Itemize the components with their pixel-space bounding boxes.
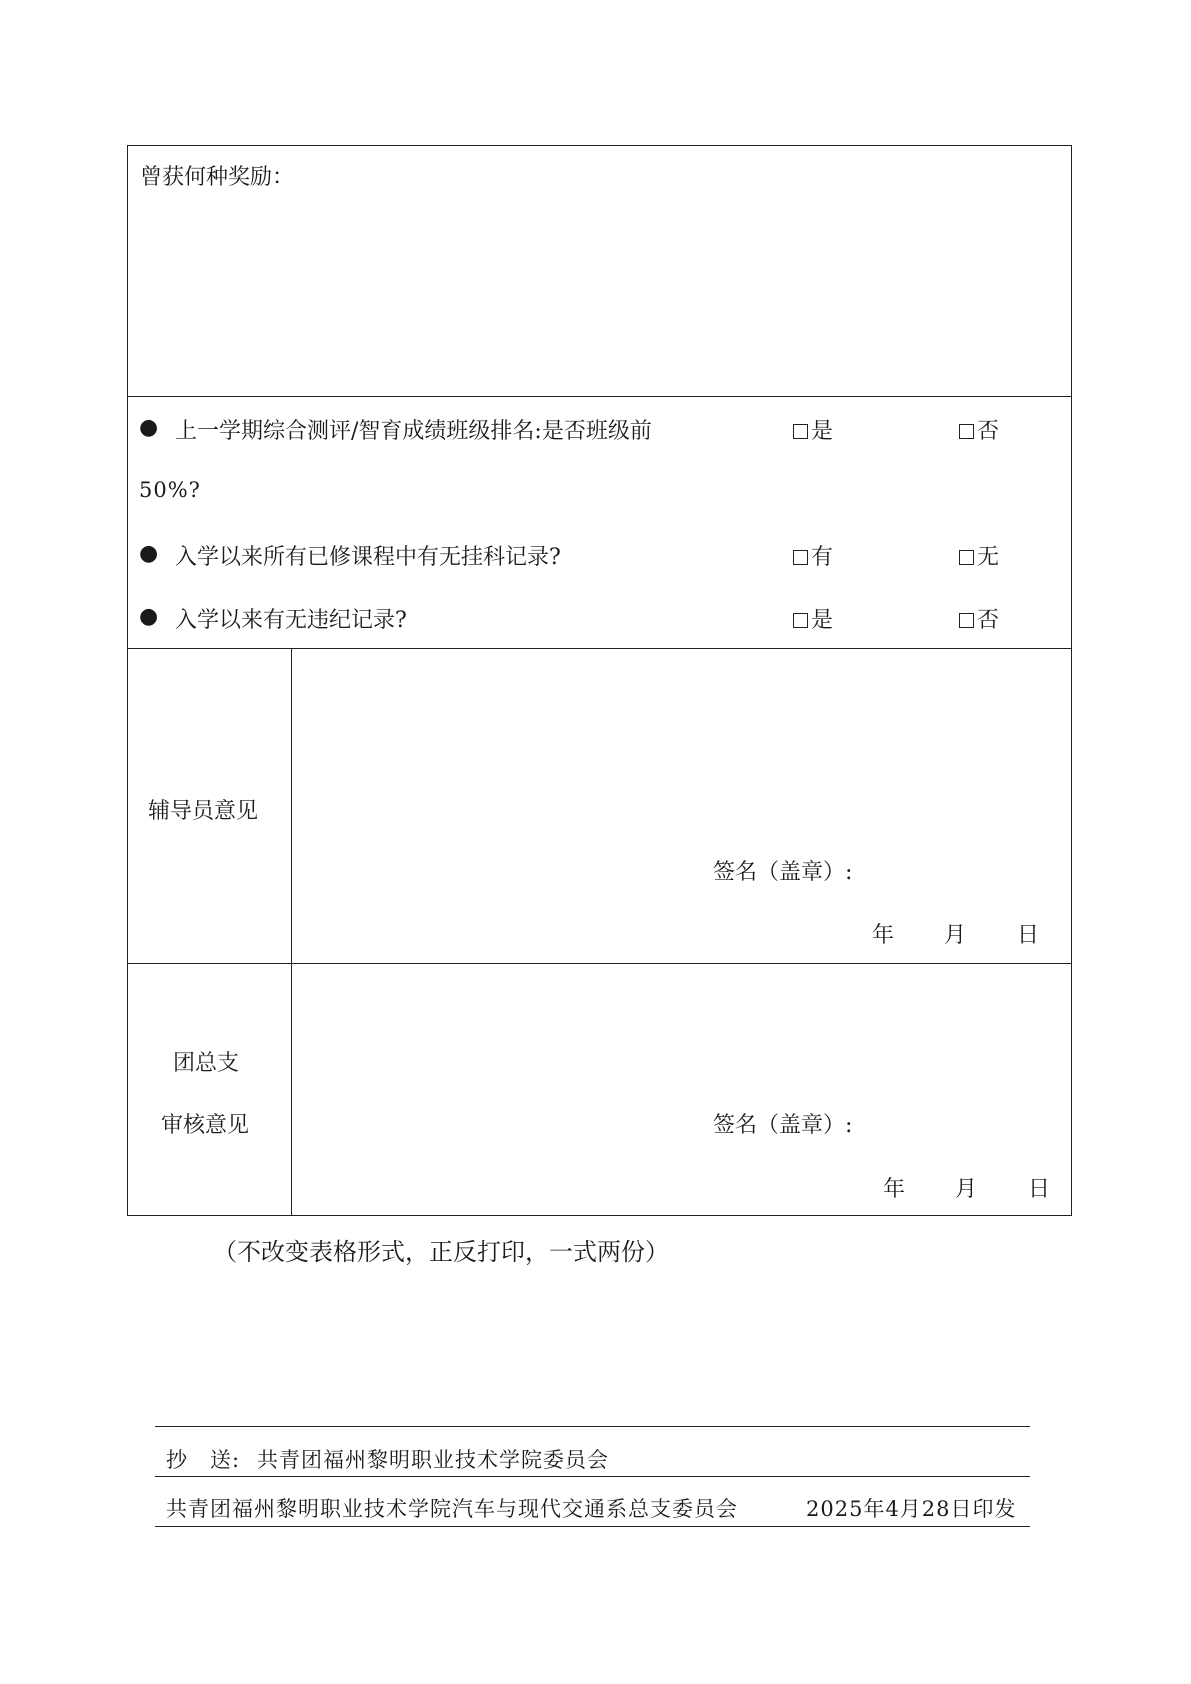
- question-2-option-has[interactable]: 有: [793, 540, 833, 571]
- league-month-label: 月: [955, 1177, 978, 1202]
- footer-cc-label: 抄 送:: [166, 1448, 241, 1472]
- application-form-table: [127, 145, 1072, 1216]
- checkbox-icon[interactable]: [959, 613, 974, 628]
- question-1-option-yes[interactable]: 是: [793, 414, 833, 445]
- row-divider-questions: [128, 648, 1071, 649]
- checkbox-icon[interactable]: [793, 424, 808, 439]
- column-divider-lower: [291, 648, 292, 1215]
- awards-label: 曾获何种奖励：: [140, 165, 295, 190]
- checkbox-icon[interactable]: [959, 424, 974, 439]
- league-year-label: 年: [883, 1177, 906, 1202]
- footer-cc-value: 共青团福州黎明职业技术学院委员会: [257, 1448, 609, 1472]
- print-note: （不改变表格形式，正反打印，一式两份）: [213, 1238, 669, 1266]
- footer-issue-date: 2025年4月28日印发: [806, 1497, 1017, 1521]
- checkbox-icon[interactable]: [793, 613, 808, 628]
- question-3-text: 入学以来有无违纪记录?: [175, 608, 407, 633]
- question-1-text-cont: 50%?: [139, 478, 201, 502]
- counselor-year-label: 年: [872, 923, 895, 948]
- bullet-q2: ●: [139, 541, 159, 566]
- league-signature-label: 签名（盖章）:: [713, 1113, 853, 1138]
- row-divider-counselor: [128, 963, 1071, 964]
- bullet-q3: ●: [139, 604, 159, 629]
- question-2-text: 入学以来所有已修课程中有无挂科记录?: [175, 545, 561, 570]
- footer-rule-bottom: [155, 1526, 1030, 1527]
- counselor-day-label: 日: [1017, 923, 1040, 948]
- league-day-label: 日: [1028, 1177, 1051, 1202]
- question-2-option-none[interactable]: 无: [959, 540, 999, 571]
- counselor-signature-label: 签名（盖章）:: [713, 860, 853, 885]
- footer-issuer: 共青团福州黎明职业技术学院汽车与现代交通系总支委员会: [166, 1497, 738, 1521]
- row-divider-awards: [128, 396, 1071, 397]
- question-1-option-no[interactable]: 否: [959, 414, 999, 445]
- footer-rule-middle: [155, 1476, 1030, 1477]
- question-1-text: 上一学期综合测评/智育成绩班级排名:是否班级前: [175, 419, 652, 444]
- counselor-opinion-label: 辅导员意见: [148, 799, 259, 824]
- league-review-label-line2: 审核意见: [161, 1113, 250, 1138]
- footer-rule-top: [155, 1426, 1030, 1427]
- bullet-q1: ●: [139, 415, 159, 440]
- checkbox-icon[interactable]: [959, 550, 974, 565]
- question-3-option-no[interactable]: 否: [959, 603, 999, 634]
- question-3-option-yes[interactable]: 是: [793, 603, 833, 634]
- league-review-label-line1: 团总支: [173, 1051, 240, 1076]
- checkbox-icon[interactable]: [793, 550, 808, 565]
- counselor-month-label: 月: [944, 923, 967, 948]
